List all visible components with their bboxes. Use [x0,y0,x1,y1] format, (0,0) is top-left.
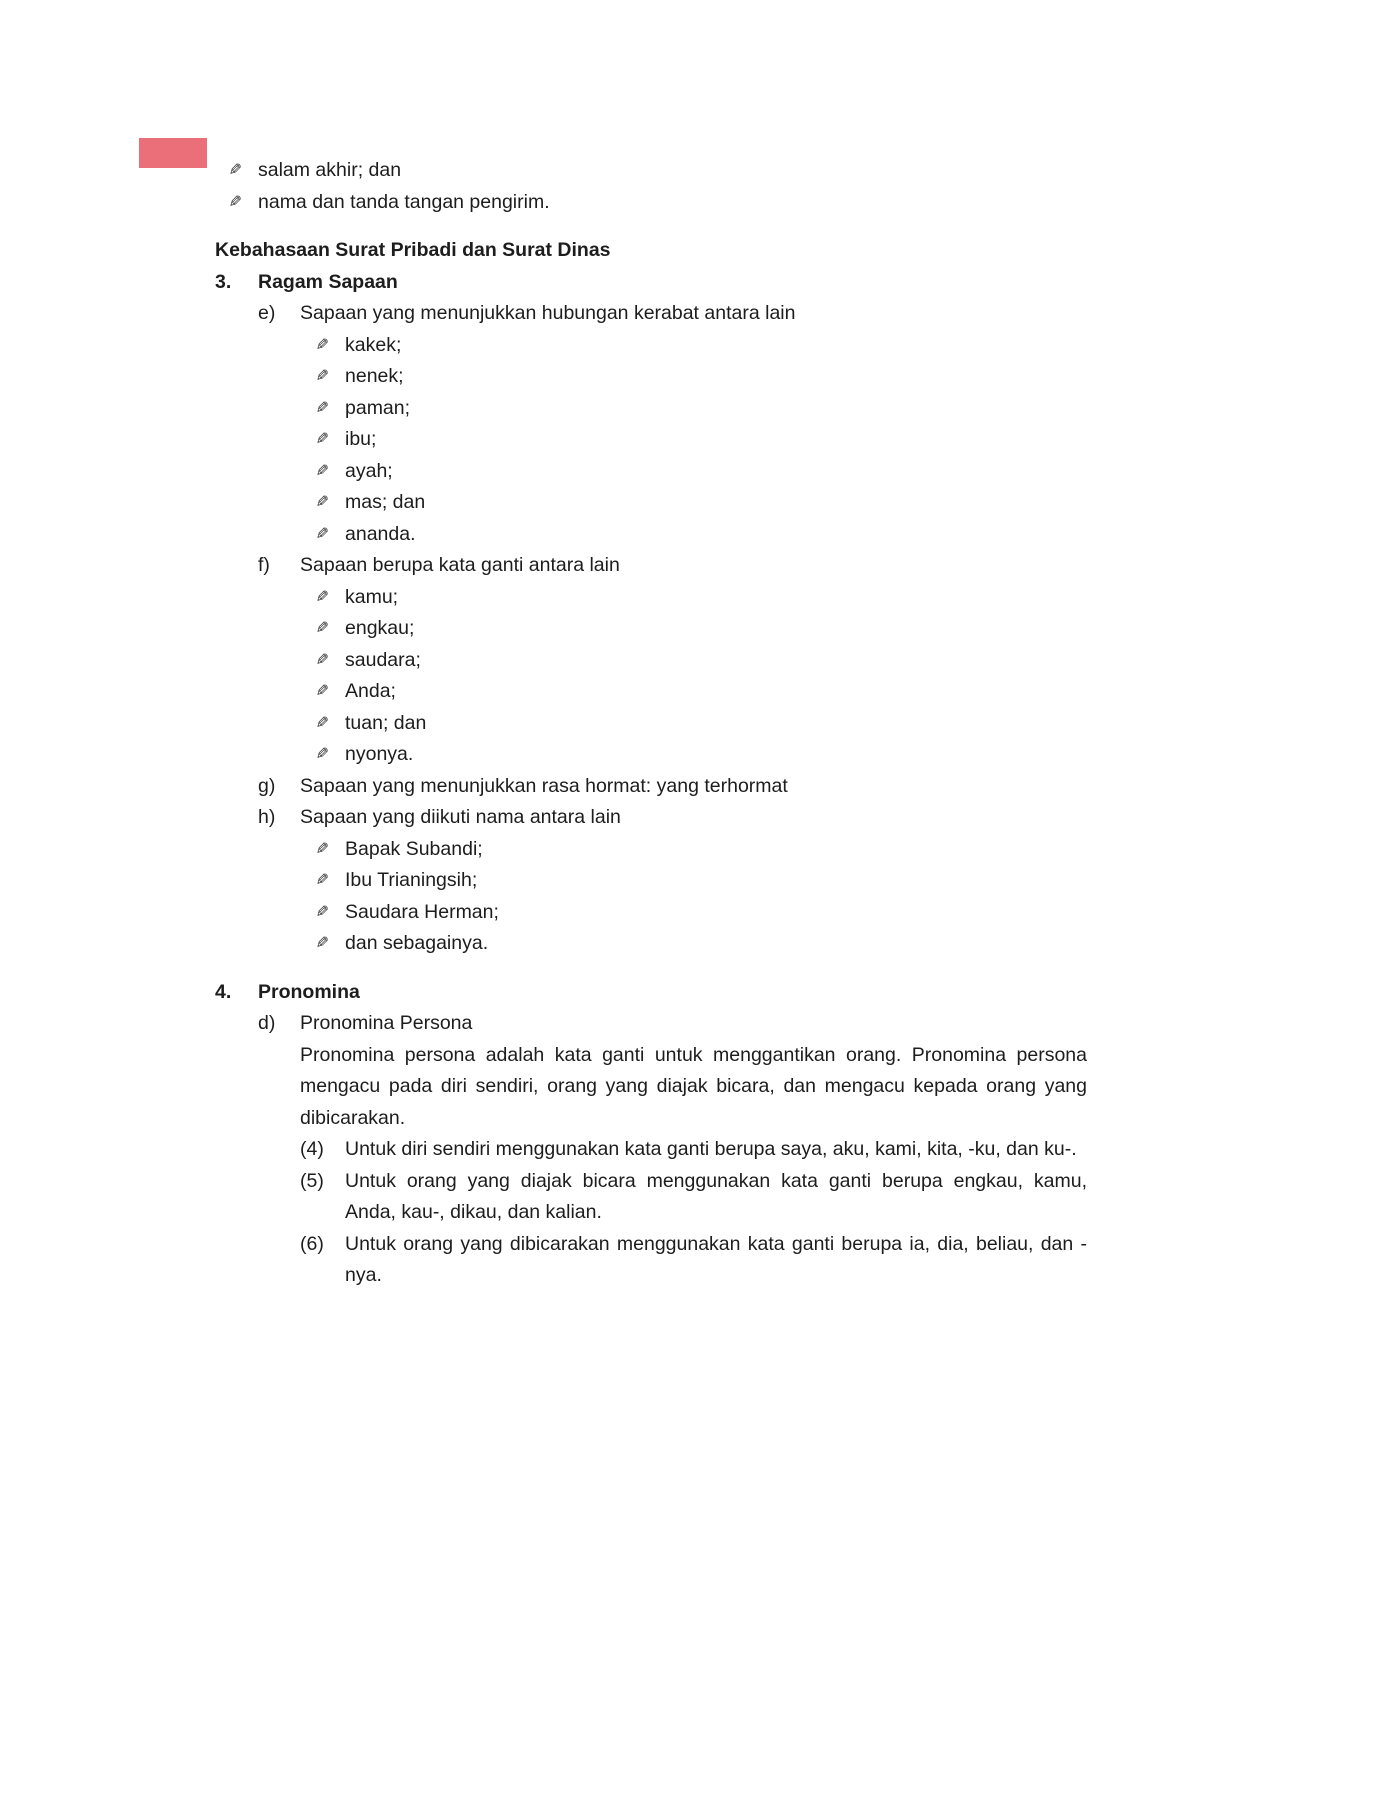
list-item [218,155,1087,187]
item-label: h) [258,806,276,828]
item-text: Sapaan yang diikuti nama antara lain [300,806,621,828]
list-item-text: paman; [345,396,411,419]
list-item [305,928,1087,960]
section-title-text: Pronomina [258,980,360,1003]
section-3-title [215,267,1087,299]
section-number: 4. [215,980,232,1003]
list-item [218,187,1087,219]
list-item-text: nama dan tanda tangan pengirim. [258,190,550,213]
list-item [305,582,1087,614]
list-item [305,676,1087,708]
list-item-text: Anda; [345,680,396,702]
lettered-item [215,550,1087,582]
section-title-text: Ragam Sapaan [258,270,398,293]
list-item [305,424,1087,456]
pen-bullet-icon: ✎ [315,840,329,858]
pen-bullet-icon: ✎ [315,431,329,448]
section-number: 3. [215,270,232,293]
list-item-text: kamu; [345,585,399,608]
pen-bullet-icon: ✎ [315,336,329,354]
pen-bullet-icon: ✎ [315,462,329,480]
numbered-item-text: Untuk orang yang diajak bicara menggunakan kata ganti berupa engkau, kamu, Anda, kau-, dikau, dan kalian. [345,1169,1087,1223]
list-item-text: nenek; [345,365,404,387]
lettered-item [215,771,1087,803]
list-item [305,865,1087,897]
list-item [305,739,1087,771]
numbered-item [300,1166,1087,1229]
item-label: g) [258,774,276,797]
item-text: Sapaan yang menunjukkan hubungan kerabat antara lain [300,302,796,324]
list-item [305,708,1087,740]
numbered-item-text: Untuk orang yang dibicarakan menggunakan kata ganti berupa ia, dia, beliau, dan -nya. [345,1232,1087,1286]
list-item [305,456,1087,488]
numbered-item [300,1134,1087,1166]
list-item-text: ayah; [345,459,393,482]
pen-bullet-icon: ✎ [315,588,329,606]
pen-bullet-icon: ✎ [315,903,329,921]
list-item-text: Bapak Subandi; [345,837,483,860]
lettered-item [215,298,1087,330]
highlight-marker [139,138,207,168]
pen-bullet-icon: ✎ [315,399,329,417]
pen-bullet-icon: ✎ [315,746,329,763]
lettered-item [215,802,1087,834]
pen-bullet-icon: ✎ [315,525,329,543]
item-label: e) [258,302,276,324]
pen-bullet-icon: ✎ [315,368,329,385]
list-item-text: Ibu Trianingsih; [345,869,478,891]
list-item-text: nyonya. [345,743,414,765]
list-item-text: tuan; dan [345,711,427,734]
list-item [305,330,1087,362]
list-item [305,487,1087,519]
lettered-item [215,1008,1087,1040]
list-item [305,645,1087,677]
list-item [305,361,1087,393]
pen-bullet-icon: ✎ [228,193,242,211]
page-content [215,155,1087,1292]
pen-bullet-icon: ✎ [228,162,242,179]
numbered-item [300,1229,1087,1292]
list-item [305,834,1087,866]
list-item [305,393,1087,425]
list-item [305,519,1087,551]
item-text: Sapaan yang menunjukkan rasa hormat: yang terhormat [300,774,788,797]
pen-bullet-icon: ✎ [315,620,329,637]
list-item-text: dan sebagainya. [345,932,489,954]
section-heading: Kebahasaan Surat Pribadi dan Surat Dinas [215,239,611,261]
list-item-text: ananda. [345,522,416,545]
numbered-item-text: Untuk diri sendiri menggunakan kata ganti berupa saya, aku, kami, kita, -ku, dan ku-. [345,1138,1077,1160]
numbered-item-label: (4) [300,1138,324,1160]
list-item-text: salam akhir; dan [258,159,402,181]
item-label: f) [258,554,270,576]
pen-bullet-icon: ✎ [315,651,329,669]
item-text: Pronomina Persona [300,1012,473,1034]
list-item-text: kakek; [345,333,402,356]
list-item-text: Saudara Herman; [345,900,499,923]
list-item-text: engkau; [345,617,415,639]
body-paragraph: Pronomina persona adalah kata ganti untuk menggantikan orang. Pronomina persona mengacu pada diri sendiri, orang yang diajak bicara, dan mengacu kepada orang yang dibicarakan. [300,1043,1087,1129]
list-item-text: ibu; [345,428,377,450]
pen-bullet-icon: ✎ [315,494,329,511]
pen-bullet-icon: ✎ [315,872,329,889]
section-4-title [215,977,1087,1009]
list-item-text: saudara; [345,648,421,671]
numbered-item-label: (5) [300,1169,324,1192]
item-text: Sapaan berupa kata ganti antara lain [300,554,620,576]
list-item-text: mas; dan [345,491,426,513]
item-label: d) [258,1012,276,1034]
pen-bullet-icon: ✎ [315,935,329,952]
numbered-item-label: (6) [300,1232,324,1255]
pen-bullet-icon: ✎ [315,714,329,732]
pen-bullet-icon: ✎ [315,683,329,700]
list-item [305,897,1087,929]
list-item [305,613,1087,645]
